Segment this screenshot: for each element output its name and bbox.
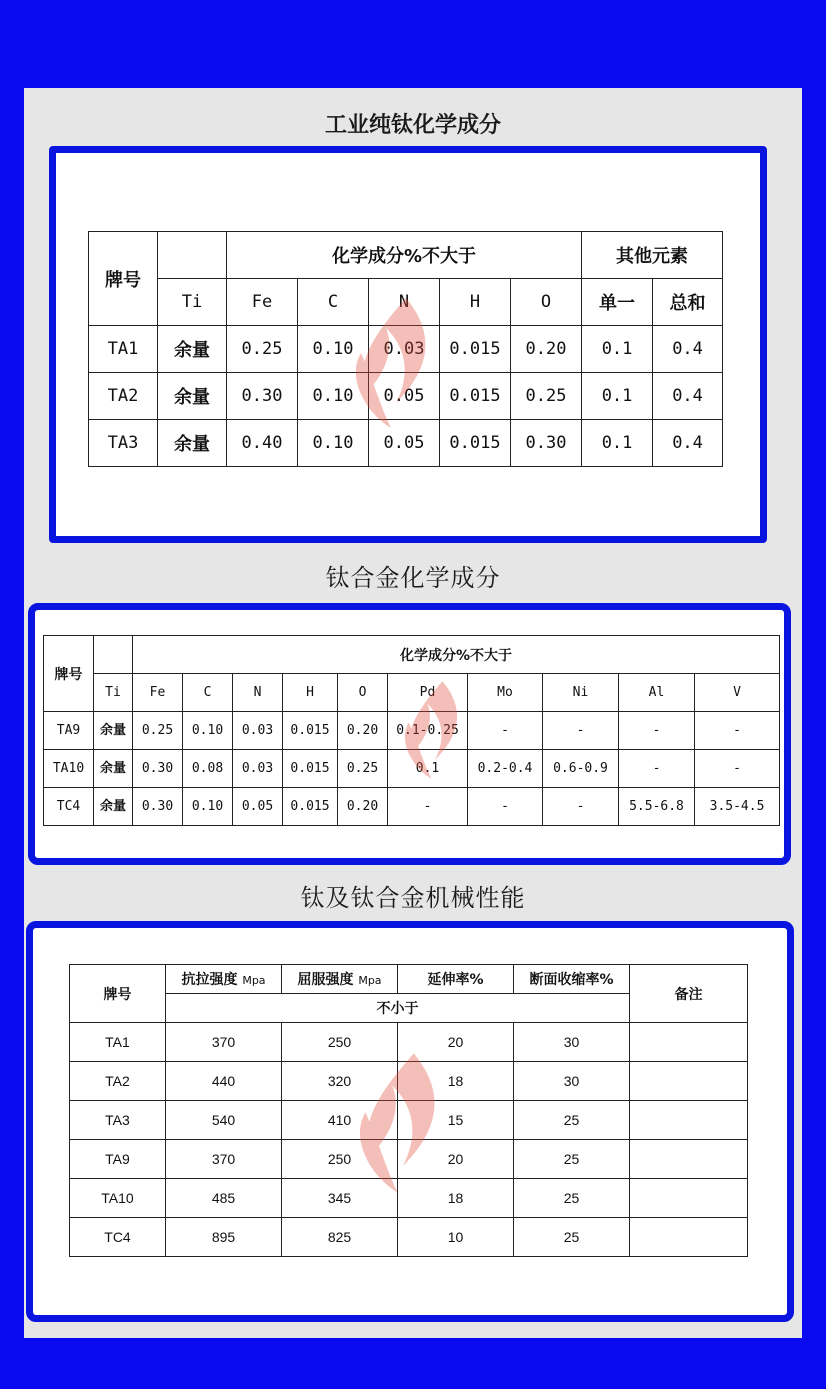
table-cell: 0.03 [369, 326, 440, 373]
table-cell: 15 [398, 1101, 514, 1140]
table-cell: 10 [398, 1218, 514, 1257]
header-chem-group: 化学成分%不大于 [227, 232, 582, 279]
header-col: Ti [158, 279, 227, 326]
table-cell: 0.30 [511, 420, 582, 467]
table-cell: 0.4 [653, 326, 723, 373]
table-row [44, 712, 780, 750]
table-cell: 0.4 [653, 420, 723, 467]
table-cell: - [388, 788, 468, 826]
table-cell: TC4 [44, 788, 94, 826]
table-cell: 0.05 [369, 373, 440, 420]
table-cell: 5.5-6.8 [619, 788, 695, 826]
table-cell: 25 [514, 1101, 630, 1140]
table-cell: 0.6-0.9 [543, 750, 619, 788]
table-row [70, 1179, 748, 1218]
pure-titanium-frame [49, 146, 767, 543]
header-col: N [233, 674, 283, 712]
table-cell: 0.40 [227, 420, 298, 467]
table-cell: 370 [166, 1140, 282, 1179]
table-cell: TA10 [44, 750, 94, 788]
table-cell: 0.10 [298, 373, 369, 420]
table-cell: 0.1 [582, 373, 653, 420]
tensile-unit: Mpa [242, 974, 266, 987]
table-cell: 25 [514, 1218, 630, 1257]
table-cell: 18 [398, 1062, 514, 1101]
header-grade: 牌号 [89, 232, 158, 326]
table-cell: 0.10 [183, 788, 233, 826]
table-cell: TA3 [89, 420, 158, 467]
table-cell: 0.20 [338, 788, 388, 826]
pure-titanium-title: 工业纯钛化学成分 [324, 113, 501, 138]
table-cell [630, 1179, 748, 1218]
header-col: C [183, 674, 233, 712]
table-cell: 3.5-4.5 [695, 788, 780, 826]
header-yield [282, 965, 398, 994]
table-cell [630, 1101, 748, 1140]
header-col: 总和 [653, 279, 723, 326]
table-cell: 30 [514, 1023, 630, 1062]
content-panel [24, 88, 802, 1338]
pure-titanium-table [88, 231, 723, 467]
header-tensile [166, 965, 282, 994]
table-cell: 0.1 [388, 750, 468, 788]
header-col: 单一 [582, 279, 653, 326]
table-cell: 25 [514, 1179, 630, 1218]
table-cell: 895 [166, 1218, 282, 1257]
header-remark: 备注 [630, 965, 748, 1023]
table-cell: TA9 [70, 1140, 166, 1179]
alloy-frame [28, 603, 791, 865]
table-row [70, 1140, 748, 1179]
header-grade: 牌号 [70, 965, 166, 1023]
table-cell: 0.10 [183, 712, 233, 750]
header-elong: 延伸率% [398, 965, 514, 994]
header-col: Mo [468, 674, 543, 712]
table-cell: 余量 [158, 420, 227, 467]
table-cell: 0.1 [582, 326, 653, 373]
header-blank [94, 636, 133, 674]
header-col: O [338, 674, 388, 712]
table-row [70, 1218, 748, 1257]
table-cell: - [543, 712, 619, 750]
table-cell: TA1 [70, 1023, 166, 1062]
table-cell: 30 [514, 1062, 630, 1101]
header-col: Pd [388, 674, 468, 712]
table-cell: 25 [514, 1140, 630, 1179]
mechanical-frame [26, 921, 794, 1322]
header-blank [158, 232, 227, 279]
header-grade: 牌号 [44, 636, 94, 712]
table-cell: 0.015 [440, 373, 511, 420]
header-col: Al [619, 674, 695, 712]
table-cell: TC4 [70, 1218, 166, 1257]
table-cell: 0.015 [283, 750, 338, 788]
header-col: V [695, 674, 780, 712]
table-cell: 0.30 [133, 788, 183, 826]
table-row [70, 1101, 748, 1140]
table-cell: 0.25 [338, 750, 388, 788]
table-cell: TA10 [70, 1179, 166, 1218]
tensile-label: 抗拉强度 [181, 972, 238, 988]
table-cell: 18 [398, 1179, 514, 1218]
yield-label: 屈服强度 [297, 972, 354, 988]
table-cell: - [695, 750, 780, 788]
header-col: Ti [94, 674, 133, 712]
yield-unit: Mpa [358, 974, 382, 987]
header-col: H [283, 674, 338, 712]
table-cell: 余量 [94, 788, 133, 826]
alloy-title: 钛合金化学成分 [325, 564, 501, 592]
table-cell: TA2 [89, 373, 158, 420]
table-cell: TA2 [70, 1062, 166, 1101]
table-cell: 320 [282, 1062, 398, 1101]
table-cell: 0.015 [283, 712, 338, 750]
table-cell: 250 [282, 1023, 398, 1062]
table-cell [630, 1218, 748, 1257]
table-cell: 0.015 [440, 326, 511, 373]
table-row [89, 420, 723, 467]
mechanical-table [69, 964, 748, 1257]
header-reduction: 断面收缩率% [514, 965, 630, 994]
table-cell [630, 1140, 748, 1179]
table-cell: TA1 [89, 326, 158, 373]
header-col: Fe [227, 279, 298, 326]
table-cell: 20 [398, 1023, 514, 1062]
table-cell: 0.1-0.25 [388, 712, 468, 750]
table-cell: 20 [398, 1140, 514, 1179]
table-cell: 410 [282, 1101, 398, 1140]
table-cell: 0.30 [133, 750, 183, 788]
table-row [44, 788, 780, 826]
table-cell: 0.03 [233, 750, 283, 788]
header-other-group: 其他元素 [582, 232, 723, 279]
header-chem-group: 化学成分%不大于 [133, 636, 780, 674]
table-cell: 0.20 [338, 712, 388, 750]
table-row [89, 373, 723, 420]
table-cell: - [543, 788, 619, 826]
table-cell: TA9 [44, 712, 94, 750]
header-min-note: 不小于 [166, 994, 630, 1023]
table-cell: 250 [282, 1140, 398, 1179]
table-cell: 0.25 [227, 326, 298, 373]
table-cell: 0.30 [227, 373, 298, 420]
header-col: C [298, 279, 369, 326]
table-cell: - [619, 750, 695, 788]
table-cell: 0.2-0.4 [468, 750, 543, 788]
table-row [70, 1062, 748, 1101]
header-col: H [440, 279, 511, 326]
table-cell: 440 [166, 1062, 282, 1101]
table-cell: 345 [282, 1179, 398, 1218]
table-cell: TA3 [70, 1101, 166, 1140]
table-row [89, 326, 723, 373]
table-cell: - [468, 712, 543, 750]
table-cell: 0.20 [511, 326, 582, 373]
table-cell: 0.08 [183, 750, 233, 788]
header-col: Ni [543, 674, 619, 712]
mechanical-title: 钛及钛合金机械性能 [300, 884, 526, 912]
table-cell: 0.25 [133, 712, 183, 750]
table-cell: 余量 [158, 373, 227, 420]
table-cell: 825 [282, 1218, 398, 1257]
table-cell: 余量 [94, 712, 133, 750]
table-cell: 0.015 [283, 788, 338, 826]
header-col: Fe [133, 674, 183, 712]
table-cell: 540 [166, 1101, 282, 1140]
table-cell [630, 1062, 748, 1101]
table-cell: - [619, 712, 695, 750]
table-row [44, 750, 780, 788]
table-cell: 370 [166, 1023, 282, 1062]
table-cell: 0.1 [582, 420, 653, 467]
table-cell: - [468, 788, 543, 826]
table-cell: 0.25 [511, 373, 582, 420]
table-cell: 0.10 [298, 326, 369, 373]
table-cell: 0.05 [369, 420, 440, 467]
table-cell: 0.03 [233, 712, 283, 750]
alloy-table [43, 635, 780, 826]
table-row [70, 1023, 748, 1062]
table-cell [630, 1023, 748, 1062]
table-cell: 485 [166, 1179, 282, 1218]
table-cell: 0.05 [233, 788, 283, 826]
table-cell: 余量 [158, 326, 227, 373]
header-col: O [511, 279, 582, 326]
header-col: N [369, 279, 440, 326]
table-cell: 0.10 [298, 420, 369, 467]
table-cell: 0.015 [440, 420, 511, 467]
table-cell: - [695, 712, 780, 750]
table-cell: 余量 [94, 750, 133, 788]
table-cell: 0.4 [653, 373, 723, 420]
